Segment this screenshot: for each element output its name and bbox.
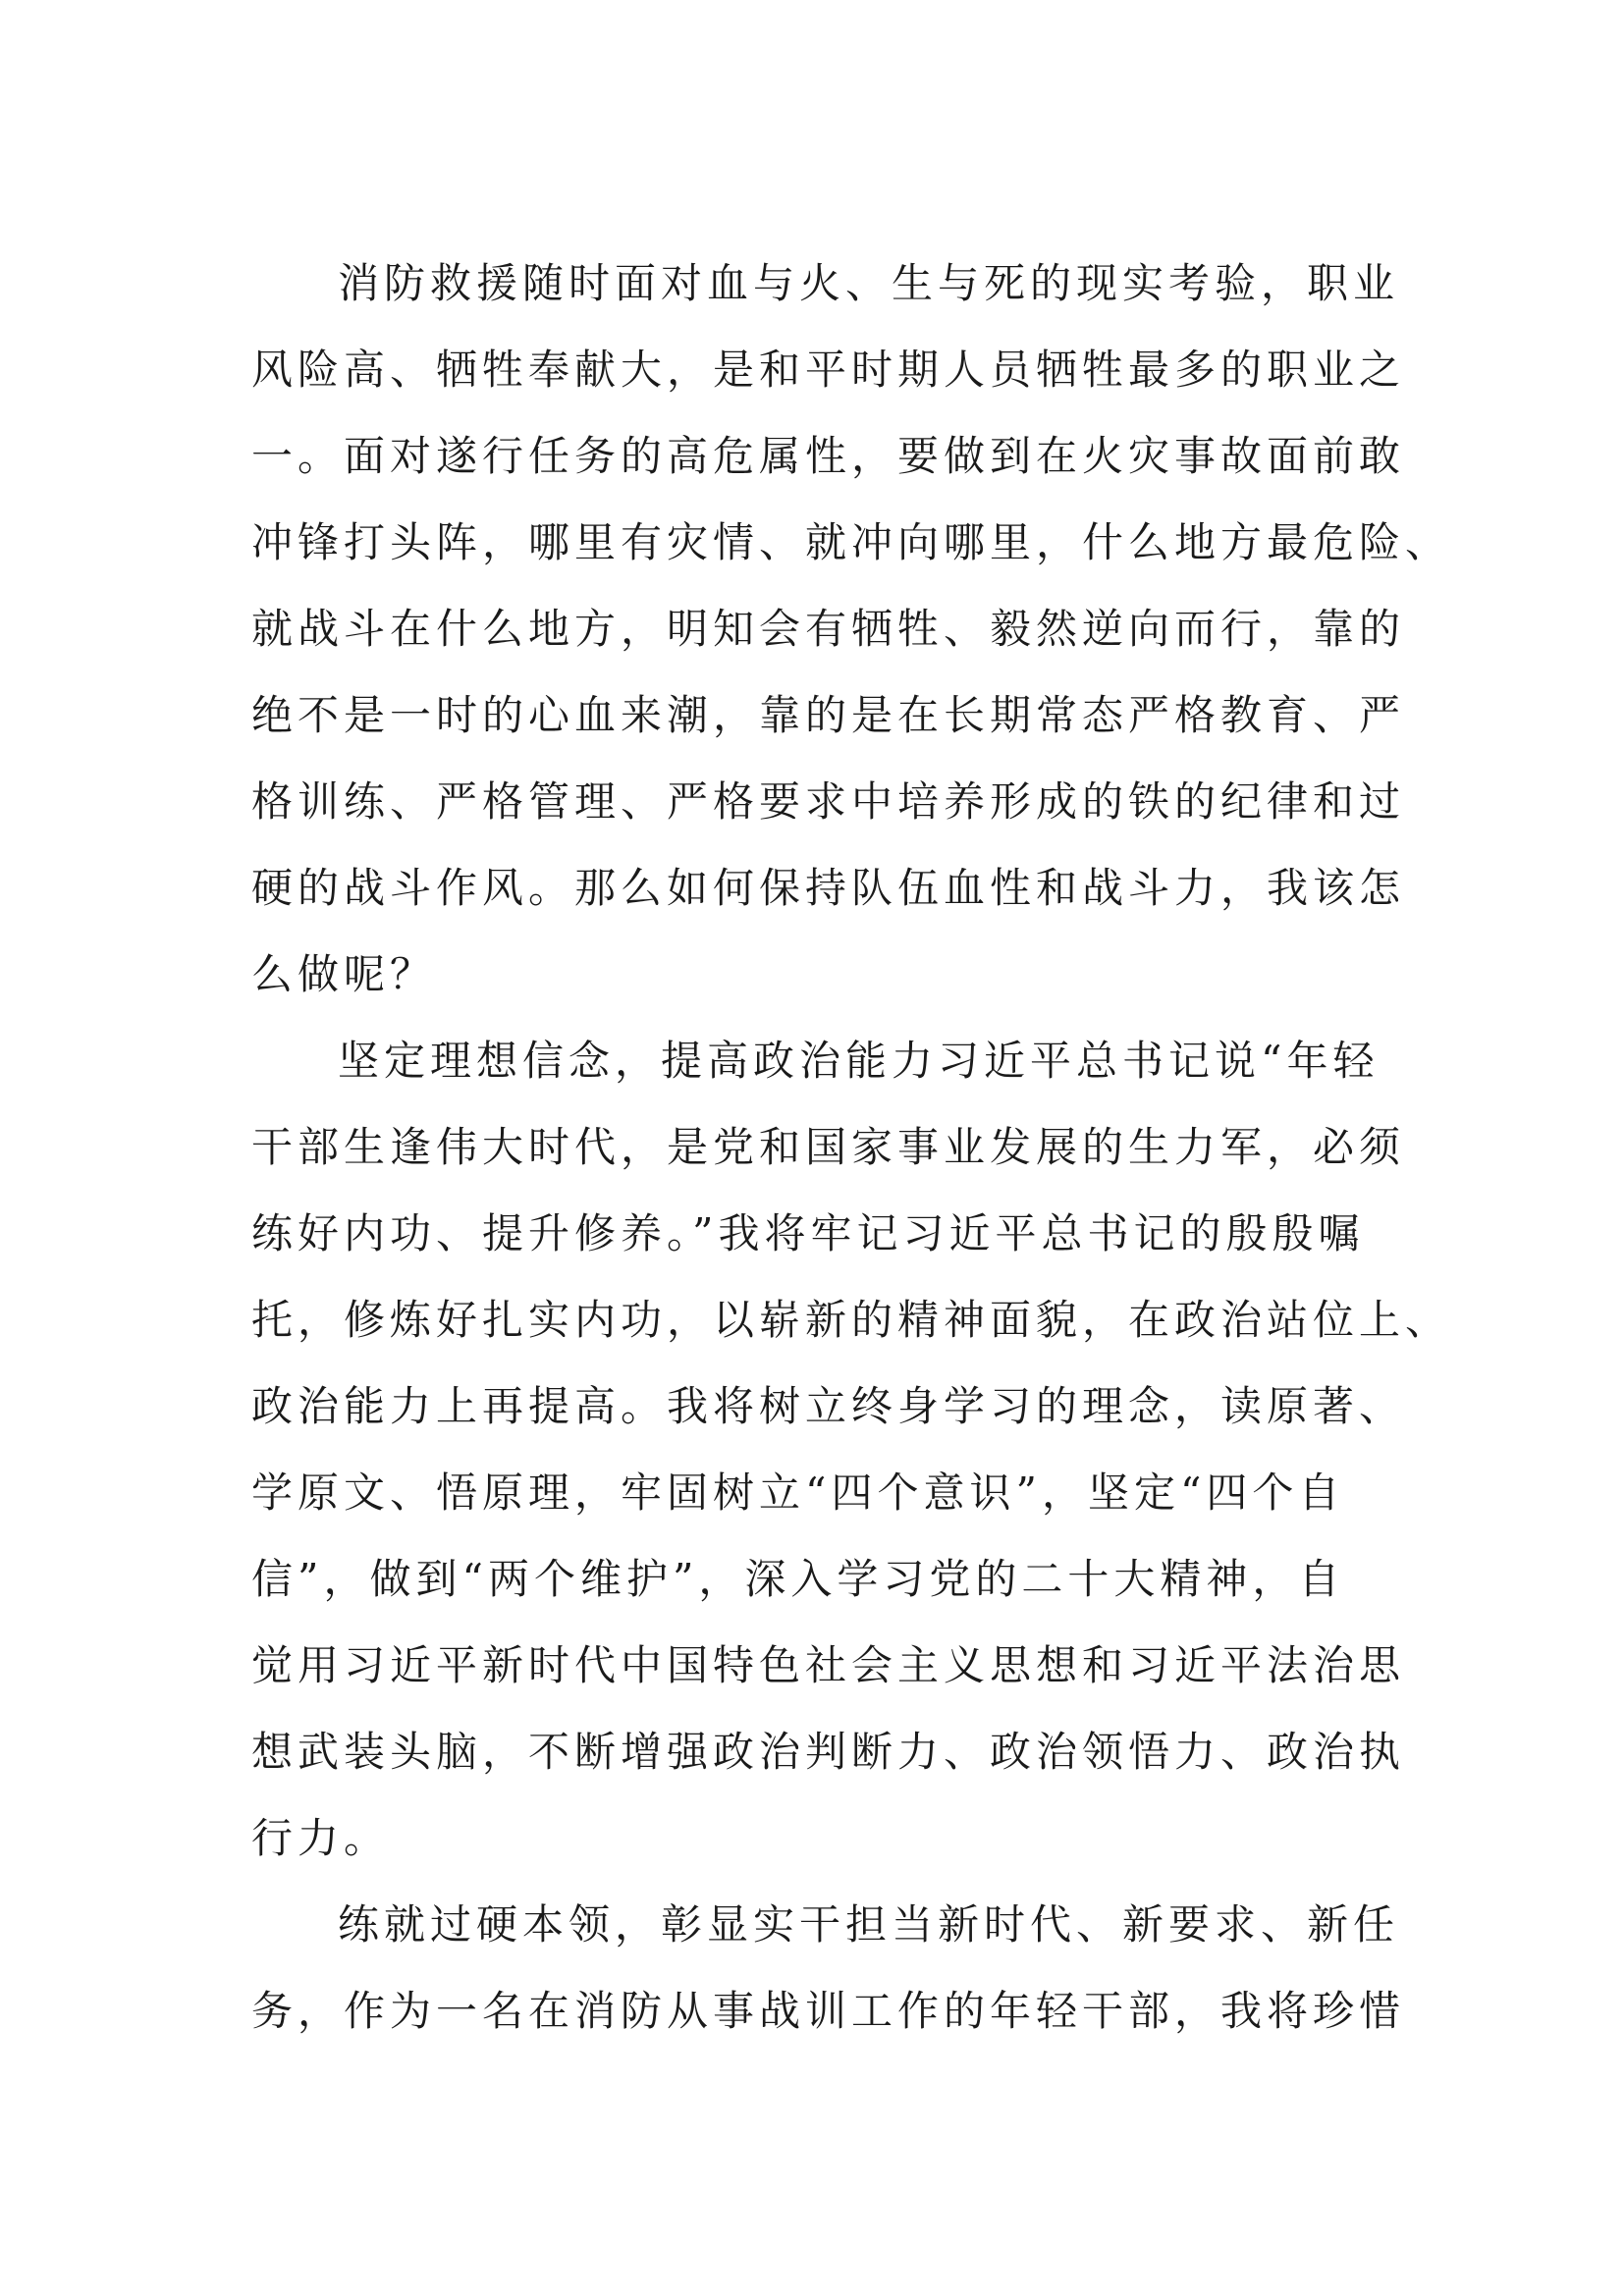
text-line: 政治能力上再提高。我将树立终身学习的理念，读原著、 [251,1382,1406,1430]
text-line: 练好内功、提升修养。”我将牢记习近平总书记的殷殷嘱 [251,1209,1365,1257]
text-line: 坚定理想信念，提高政治能力习近平总书记说“年轻 [338,1037,1380,1085]
text-line: 绝不是一时的心血来潮，靠的是在长期常态严格教育、严 [251,691,1406,739]
text-line: 硬的战斗作风。那么如何保持队伍血性和战斗力，我该怎 [251,864,1406,912]
text-line: 干部生逢伟大时代，是党和国家事业发展的生力军，必须 [251,1123,1406,1171]
paragraph-2 [251,1018,1452,1882]
paragraph-3 [251,1882,1406,2055]
text-line: 托，修炼好扎实内功，以崭新的精神面貌，在政治站位上、 [251,1296,1452,1344]
text-line: 练就过硬本领，彰显实干担当新时代、新要求、新任 [338,1900,1400,1949]
text-line: 学原文、悟原理，牢固树立“四个意识”，坚定“四个自 [251,1468,1345,1517]
text-line: 信”，做到“两个维护”，深入学习党的二十大精神，自 [251,1555,1345,1603]
document-page [251,240,1452,2055]
paragraph-1 [251,240,1452,1018]
text-line: 么做呢？ [251,950,437,998]
text-line: 觉用习近平新时代中国特色社会主义思想和习近平法治思 [251,1641,1406,1689]
text-line: 格训练、严格管理、严格要求中培养形成的铁的纪律和过 [251,777,1406,826]
text-line: 行力。 [251,1814,391,1862]
text-line: 冲锋打头阵，哪里有灾情、就冲向哪里，什么地方最危险、 [251,518,1452,566]
text-line: 消防救援随时面对血与火、生与死的现实考验，职业 [338,259,1400,307]
text-line: 一。面对遂行任务的高危属性，要做到在火灾事故面前敢 [251,432,1406,480]
text-line: 就战斗在什么地方，明知会有牺牲、毅然逆向而行，靠的 [251,605,1406,653]
text-line: 务，作为一名在消防从事战训工作的年轻干部，我将珍惜 [251,1987,1406,2035]
text-line: 风险高、牺牲奉献大，是和平时期人员牺牲最多的职业之 [251,346,1406,394]
text-line: 想武装头脑，不断增强政治判断力、政治领悟力、政治执 [251,1728,1406,1776]
